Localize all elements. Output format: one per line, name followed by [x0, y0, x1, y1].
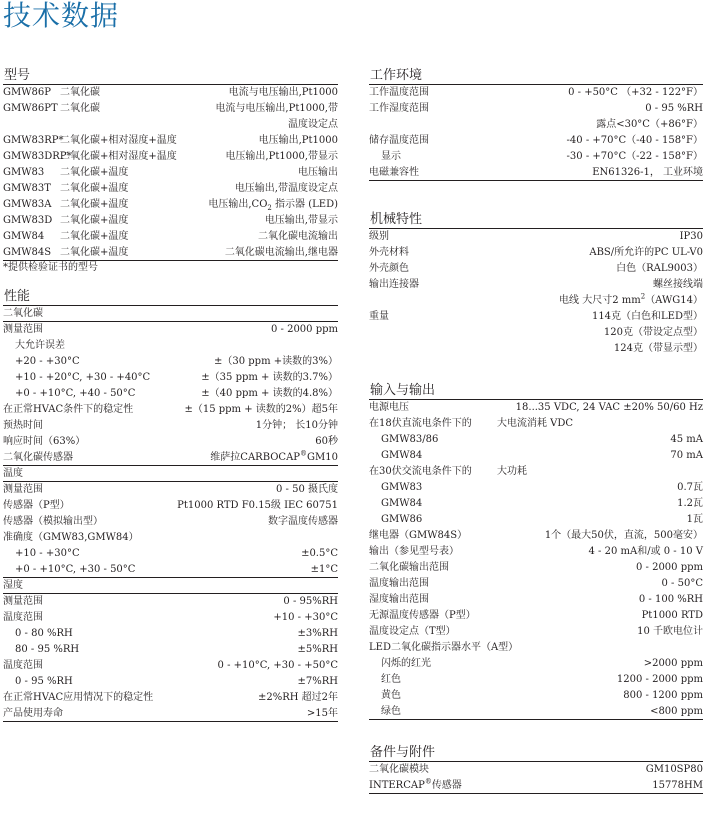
spec-row: 124克（带显示型） — [613, 343, 703, 354]
spec-row: 在30伏交流电条件下的 大功耗 — [369, 466, 527, 477]
spec-row: 在正常HVAC条件下的稳定性 ±（15 ppm + 读数的2%）超5年 — [3, 404, 338, 415]
spec-row: 电磁兼容性 EN61326-1， 工业环境 — [369, 165, 703, 181]
spec-row: LED二氧化碳指示器水平（A型） — [369, 642, 519, 653]
spec-row: GMW84 70 mA — [381, 450, 703, 461]
table-row: GMW83RP* 二氧化碳+相对湿度+温度 电压输出,Pt1000 — [3, 135, 338, 146]
right-column — [369, 68, 703, 794]
spec-row: 级别 IP30 — [369, 231, 703, 242]
spec-row: 工作温度范围 0 - +50°C （+32 - 122°F） — [369, 87, 703, 98]
spec-row: +0 - +10°C, +30 - 50°C ±1°C — [3, 562, 338, 578]
spec-row: 无源温度传感器（P型） Pt1000 RTD — [369, 610, 703, 621]
spec-row: 测量范围 0 - 2000 ppm — [3, 324, 338, 335]
spec-row: 0 - 80 %RH ±3%RH — [15, 628, 338, 639]
table-row: GMW83A 二氧化碳+温度 电压输出$,CO_2$ 指示器 (LED) — [3, 199, 338, 212]
spec-row: 湿度输出范围 0 - 100 %RH — [369, 594, 703, 605]
spec-row: 响应时间（63%） 60秒 — [3, 436, 338, 447]
spec-row: +0 - +10°C, +40 - 50°C ±（40 ppm + 读数的4.8%） — [15, 388, 338, 399]
spec-row: 露点<30°C（+86°F） — [596, 119, 703, 130]
spec-row: 80 - 95 %RH ±5%RH — [15, 644, 338, 655]
env-table — [369, 85, 703, 181]
env-section-title: 工作环境 — [369, 68, 703, 85]
model-section-title: 型号 — [3, 68, 338, 85]
table-row: GMW83T 二氧化碳+温度 电压输出,带温度设定点 — [3, 183, 338, 194]
spec-row: 外壳颜色 白色（RAL9003） — [369, 263, 703, 274]
subheader: 二氧化碳 — [3, 306, 338, 322]
spec-row: 外壳材料 ABS/所允许的PC UL-V0 — [369, 247, 703, 258]
table-row: GMW83D 二氧化碳+温度 电压输出,带显示 — [3, 215, 338, 226]
spec-row: 传感器（P型） Pt1000 RTD F0.15级 IEC 60751 — [3, 500, 338, 511]
spec-row: 二氧化碳传感器 维萨拉CARBOCAP®GM10 — [3, 450, 338, 466]
spec-row: 显示 -30 - +70°C（-22 - 158°F） — [381, 151, 703, 162]
parts-section-title: 备件与附件 — [369, 745, 703, 762]
table-row: GMW86P 二氧化碳 电流与电压输出,Pt1000 — [3, 87, 338, 98]
spec-row: 绿色 <800 ppm — [369, 704, 703, 720]
spec-row: 温度范围 +10 - +30°C — [3, 612, 338, 623]
spec-row: 电线 大尺寸2 $mm^2(AWG14)$ — [559, 292, 703, 306]
spec-row: 温度设定点（T型） 10 千欧电位计 — [369, 626, 703, 637]
io-section-title: 输入与输出 — [369, 383, 703, 400]
table-row: GMW83DRP* 二氧化碳+相对湿度+温度 电压输出,Pt1000,带显示 — [3, 151, 338, 162]
spec-row: 温度范围 0 - +10°C, +30 - +50°C — [3, 660, 338, 671]
spec-row: 输出（参见型号表） 4 - 20 mA和/或 0 - 10 V — [369, 546, 703, 557]
table-row: GMW83 二氧化碳+温度 电压输出 — [3, 167, 338, 178]
left-column — [3, 68, 338, 722]
mech-table — [369, 229, 703, 357]
spec-row: 测量范围 0 - 50 摄氏度 — [3, 484, 338, 495]
spec-row: INTERCAP®传感器 15778HM — [369, 778, 703, 794]
table-row: GMW84S 二氧化碳+温度 二氧化碳电流输出,继电器 — [3, 245, 338, 261]
spec-row: 输出连接器 螺丝接线端 — [369, 279, 703, 290]
model-table — [3, 85, 338, 261]
spec-row: 二氧化碳模块 GM10SP80 — [369, 764, 703, 775]
spec-row: 传感器（模拟输出型） 数字温度传感器 — [3, 516, 338, 527]
spec-row: 电源电压 18...35 VDC, 24 VAC ±20% 50/60 Hz — [369, 402, 703, 413]
spec-row: 测量范围 0 - 95%RH — [3, 596, 338, 607]
table-row: GMW86PT 二氧化碳 电流与电压输出,Pt1000,带 温度设定点 — [3, 103, 338, 130]
performance-section-title: 性能 — [3, 289, 338, 306]
spec-row: 二氧化碳输出范围 0 - 2000 ppm — [369, 562, 703, 573]
spec-row: 预热时间 1分钟； 长10分钟 — [3, 420, 338, 431]
spec-row: GMW83 0.7瓦 — [381, 482, 703, 493]
spec-row: 继电器（GMW84S） 1个（最大50伏，直流，500毫安） — [369, 530, 703, 541]
parts-table — [369, 762, 703, 794]
spec-row: +20 - +30°C ±（30 ppm +读数的3%） — [15, 356, 338, 367]
spec-row: 储存温度范围 -40 - +70°C（-40 - 158°F） — [369, 135, 703, 146]
spec-row: +10 - +30°C ±0.5°C — [15, 548, 338, 559]
spec-row: GMW86 1瓦 — [381, 514, 703, 525]
spec-row: +10 - +20°C, +30 - +40°C ±（35 ppm + 读数的3.7%） — [15, 372, 338, 383]
mech-section-title: 机械特性 — [369, 212, 703, 229]
spec-row: 在18伏直流电条件下的 大电流消耗 VDC — [369, 418, 574, 429]
spec-row: 产品使用寿命 >15年 — [3, 706, 338, 722]
io-table — [369, 400, 703, 720]
spec-row: 在正常HVAC应用情况下的稳定性 ±2%RH 超过2年 — [3, 692, 338, 703]
spec-row: 温度输出范围 0 - 50°C — [369, 578, 703, 589]
model-note: *提供检验证书的型号 — [3, 262, 98, 273]
spec-row: GMW83/86 45 mA — [381, 434, 703, 445]
spec-row: 黄色 800 - 1200 ppm — [381, 690, 703, 701]
table-row: GMW84 二氧化碳+温度 二氧化碳电流输出 — [3, 231, 338, 242]
spec-row: 红色 1200 - 2000 ppm — [381, 674, 703, 685]
spec-row: 120克（带设定点型） — [603, 327, 703, 338]
page-title: 技术数据 — [3, 0, 120, 32]
spec-row: 工作湿度范围 0 - 95 %RH — [369, 103, 703, 114]
performance-table — [3, 306, 338, 722]
spec-row: 大允许误差 — [15, 340, 65, 351]
spec-row: 闪烁的红光 >2000 ppm — [381, 658, 703, 669]
spec-row: 准确度（GMW83,GMW84） — [3, 532, 139, 543]
spec-row: GMW84 1.2瓦 — [381, 498, 703, 509]
subheader: 温度 — [3, 466, 338, 482]
subheader: 湿度 — [3, 578, 338, 594]
spec-row: 0 - 95 %RH ±7%RH — [15, 676, 338, 687]
spec-row: 重量 114克（白色和LED型） — [369, 311, 703, 322]
